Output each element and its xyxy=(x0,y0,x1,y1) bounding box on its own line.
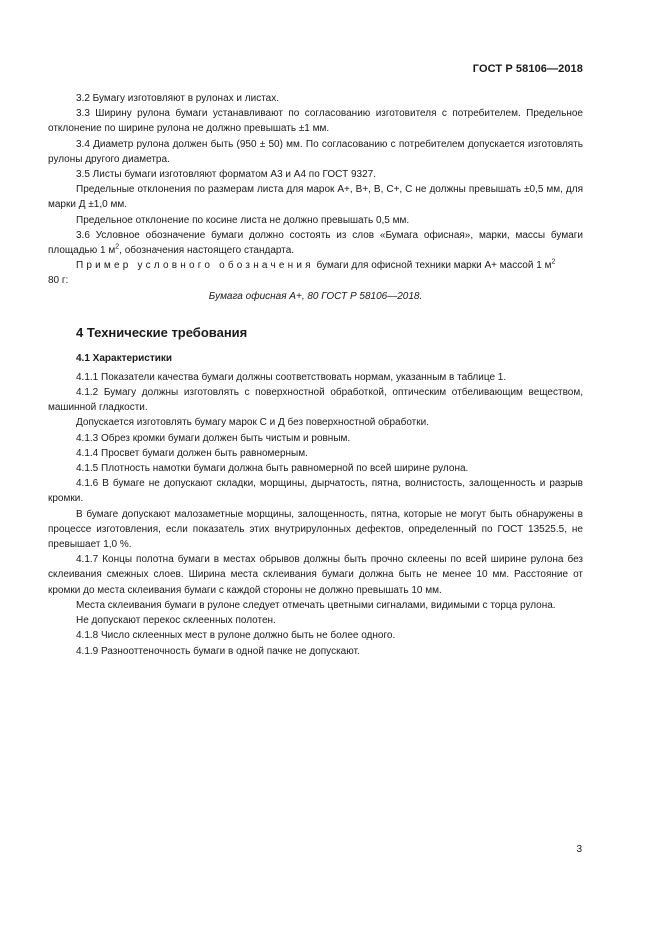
paragraph-4-1-3: 4.1.3 Обрез кромки бумаги должен быть чистым и ровным. xyxy=(76,432,351,444)
section-title: 4 Технические требования xyxy=(76,324,248,340)
example-tail: 80 г: xyxy=(48,275,69,287)
paragraph-defects: В бумаге допускают малозаметные морщины, залощенность, пятна, которые не могут быть обнаружены в процессе изготовления, если показатель этих внутрирулонных дефектов, определенный по ГОСТ 13525.5, не превышает 1,0 %. xyxy=(48,508,583,551)
paragraph-3-6 xyxy=(48,228,583,258)
paragraph-3-6-tail: , обозначения настоящего стандарта. xyxy=(119,245,295,257)
paragraph-3-3: 3.3 Ширину рулона бумаги устанавливают по согласованию изготовителя с потребителем. Предельное отклонение по ширине рулона не должно превышать ±1 мм. xyxy=(48,108,583,135)
page-number: 3 xyxy=(576,844,582,855)
superscript: 2 xyxy=(115,243,120,251)
paragraph-3-4: 3.4 Диаметр рулона должен быть (950 ± 50) мм. По согласованию с потребителем допускается изготовлять рулоны другого диаметра. xyxy=(48,138,583,165)
paragraph-3-5: 3.5 Листы бумаги изготовляют форматом А3 и А4 по ГОСТ 9327. xyxy=(76,169,376,181)
document-body xyxy=(48,91,583,659)
paragraph-splice-skew: Не допускают перекос склеенных полотен. xyxy=(76,615,276,627)
paragraph-4-1-6: 4.1.6 В бумаге не допускают складки, морщины, дырчатость, пятна, волнистость, залощенность и разрыв кромки. xyxy=(48,478,583,505)
example-label: Пример условного обозначения xyxy=(76,260,314,272)
paragraph-size-tolerance: Предельные отклонения по размерам листа для марок А+, В+, В, С+, С не должны превышать ±0,5 мм, для марки Д ±1,0 мм. xyxy=(48,184,583,211)
subsection-title: 4.1 Характеристики xyxy=(76,352,173,364)
paragraph-4-1-9: 4.1.9 Разнооттеночность бумаги в одной пачке не допускают. xyxy=(76,645,360,657)
paragraph-4-1-1: 4.1.1 Показатели качества бумаги должны соответствовать нормам, указанным в таблице 1. xyxy=(76,371,507,383)
paragraph-4-1-8: 4.1.8 Число склеенных мест в рулоне должно быть не более одного. xyxy=(76,630,396,642)
paragraph-surface-treatment: Допускается изготовлять бумагу марок С и Д без поверхностной обработки. xyxy=(76,417,429,429)
document-code-header: ГОСТ Р 58106—2018 xyxy=(472,63,583,75)
example-paragraph xyxy=(48,258,583,288)
paragraph-4-1-4: 4.1.4 Просвет бумаги должен быть равномерным. xyxy=(76,447,308,459)
example-text: бумаги для офисной техники марки А+ массой 1 м xyxy=(313,260,552,272)
paragraph-splice-marking: Места склеивания бумаги в рулоне следует отмечать цветными сигналами, видимыми с торца рулона. xyxy=(76,599,556,611)
paragraph-4-1-7: 4.1.7 Концы полотна бумаги в местах обрывов должны быть прочно склеены по всей ширине рулона без склеивания смежных слоев. Ширина места склеивания бумаги должна быть не менее 10 мм. Расстояние от кромки до места склеивания бумаги с каждой стороны не должно превышать 10 мм. xyxy=(48,554,583,596)
superscript: 2 xyxy=(551,258,556,266)
example-designation: Бумага офисная А+, 80 ГОСТ Р 58106—2018. xyxy=(208,290,423,302)
paragraph-4-1-5: 4.1.5 Плотность намотки бумаги должна быть равномерной по всей ширине рулона. xyxy=(76,463,469,475)
paragraph-3-6-text: 3.6 Условное обозначение бумаги должно состоять из слов «Бумага офисная», марки, массы бумаги площадью 1 м xyxy=(48,229,583,257)
paragraph-skew-tolerance: Предельное отклонение по косине листа не должно превышать 0,5 мм. xyxy=(76,214,410,226)
paragraph-3-2: 3.2 Бумагу изготовляют в рулонах и листах. xyxy=(76,93,279,104)
paragraph-4-1-2: 4.1.2 Бумагу должны изготовлять с поверхностной обработкой, оптическим отбеливающим веществом, машинной гладкости. xyxy=(48,387,583,414)
